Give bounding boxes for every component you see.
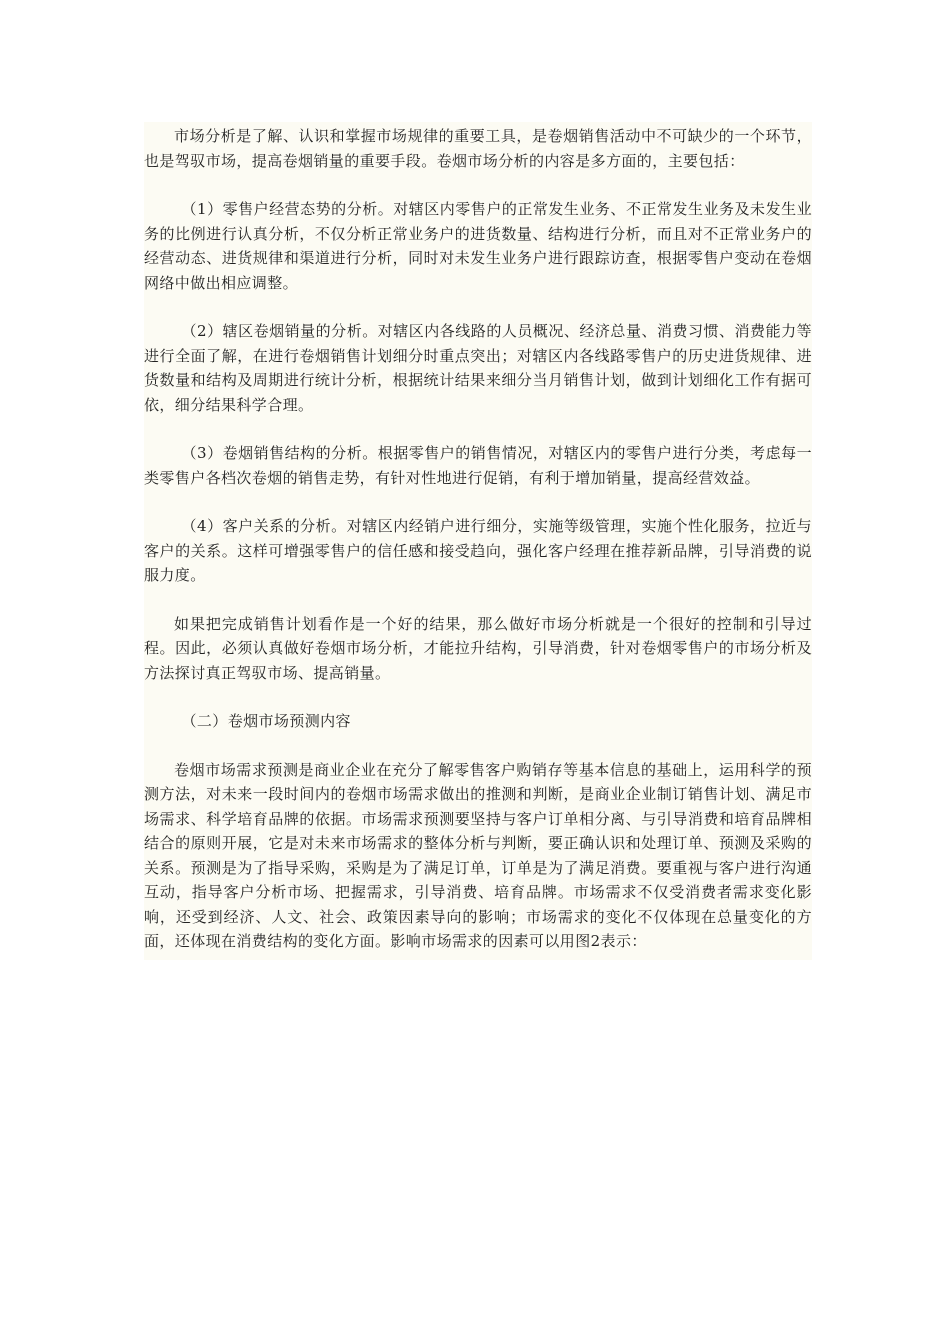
summary-paragraph: 如果把完成销售计划看作是一个好的结果，那么做好市场分析就是一个很好的控制和引导过程。因此，必须认真做好卷烟市场分析，才能拉升结构，引导消费，针对卷烟零售户的市场分析及方法探讨真正驾驭市场、提高销量。 xyxy=(144,614,812,682)
item-4-paragraph: （4）客户关系的分析。对辖区内经销户进行细分，实施等级管理，实施个性化服务，拉近与客户的关系。这样可增强零售户的信任感和接受趋向，强化客户经理在推荐新品牌，引导消费的说服力度。 xyxy=(144,517,812,584)
intro-paragraph: 市场分析是了解、认识和掌握市场规律的重要工具，是卷烟销售活动中不可缺少的一个环节，也是驾驭市场，提高卷烟销量的重要手段。卷烟市场分析的内容是多方面的，主要包括： xyxy=(144,127,812,170)
item-1-paragraph: （1）零售户经营态势的分析。对辖区内零售户的正常发生业务、不正常发生业务及未发生业务的比例进行认真分析，不仅分析正常业务户的进货数量、结构进行分析，而且对不正常业务户的经营动态、进货规律和渠道进行分析，同时对未发生业务户进行跟踪访查，根据零售户变动在卷烟网络中做出相应调整。 xyxy=(144,200,812,292)
item-2-paragraph: （2）辖区卷烟销量的分析。对辖区内各线路的人员概况、经济总量、消费习惯、消费能力等进行全面了解，在进行卷烟销售计划细分时重点突出；对辖区内各线路零售户的历史进货规律、进货数量和结构及周期进行统计分析，根据统计结果来细分当月销售计划，做到计划细化工作有据可依，细分结果科学合理。 xyxy=(144,322,812,414)
document-body xyxy=(144,122,812,960)
item-3-paragraph: （3）卷烟销售结构的分析。根据零售户的销售情况，对辖区内的零售户进行分类，考虑每一类零售户各档次卷烟的销售走势，有针对性地进行促销，有利于增加销量，提高经营效益。 xyxy=(144,444,812,487)
forecast-paragraph: 卷烟市场需求预测是商业企业在充分了解零售客户购销存等基本信息的基础上，运用科学的预测方法，对未来一段时间内的卷烟市场需求做出的推测和判断，是商业企业制订销售计划、满足市场需求、科学培育品牌的依据。市场需求预测要坚持与客户订单相分离、与引导消费和培育品牌相结合的原则开展，它是对未来市场需求的整体分析与判断，要正确认识和处理订单、预测及采购的关系。预测是为了指导采购，采购是为了满足订单，订单是为了满足消费。要重视与客户进行沟通互动，指导客户分析市场、把握需求，引导消费、培育品牌。市场需求不仅受消费者需求变化影响，还受到经济、人文、社会、政策因素导向的影响；市场需求的变化不仅体现在总量变化的方面，还体现在消费结构的变化方面。影响市场需求的因素可以用图2表示： xyxy=(144,760,812,950)
section-heading: （二）卷烟市场预测内容 xyxy=(181,712,351,730)
